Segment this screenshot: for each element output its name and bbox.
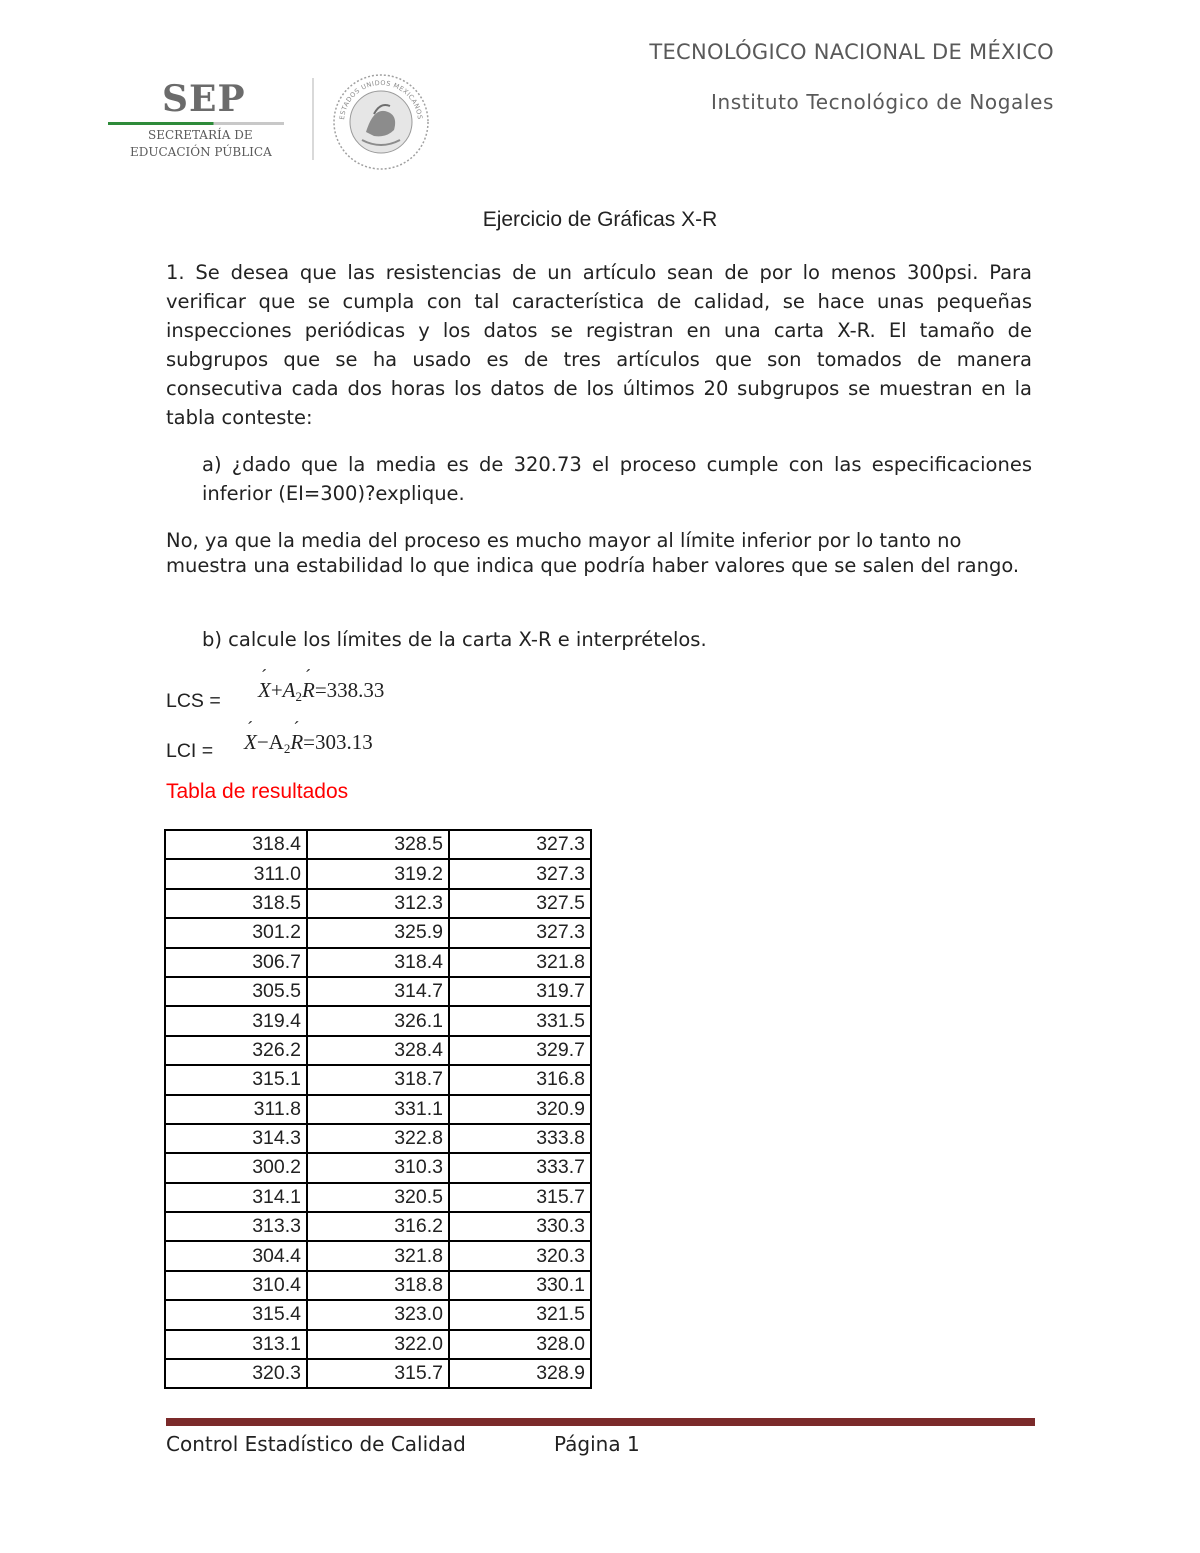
table-cell: 329.7 [449, 1036, 591, 1065]
table-row [165, 1095, 591, 1124]
table-row [165, 948, 591, 977]
table-cell: 321.8 [449, 948, 591, 977]
footer-rule [166, 1418, 1035, 1426]
answer-a: No, ya que la media del proceso es mucho mayor al límite inferior por lo tanto no muestra una estabilidad lo que indica que podría haber valores que se salen del rango. [166, 529, 1020, 577]
table-cell: 325.9 [307, 918, 449, 947]
table-cell: 313.3 [165, 1212, 307, 1241]
sep-logo-subtitle-2: EDUCACIÓN PÚBLICA [130, 145, 272, 159]
table-cell: 319.4 [165, 1006, 307, 1035]
table-row [165, 1271, 591, 1300]
x-bar-symbol: ´ X [258, 678, 271, 703]
table-cell: 328.0 [449, 1330, 591, 1359]
table-cell: 301.2 [165, 918, 307, 947]
seal-text: ESTADOS UNIDOS MEXICANOS [338, 78, 424, 121]
lcs-value: =338.33 [314, 678, 385, 702]
table-cell: 304.4 [165, 1241, 307, 1270]
table-row [165, 977, 591, 1006]
a-subscript: 2 [295, 689, 302, 704]
table-cell: 300.2 [165, 1153, 307, 1182]
plus-sign: + [270, 678, 283, 702]
table-cell: 316.2 [307, 1212, 449, 1241]
table-cell: 330.3 [449, 1212, 591, 1241]
table-cell: 327.5 [449, 889, 591, 918]
table-cell: 315.7 [307, 1359, 449, 1388]
table-cell: 327.3 [449, 918, 591, 947]
r-bar-symbol: ´ R [290, 730, 303, 755]
table-cell: 311.0 [165, 859, 307, 888]
table-cell: 311.8 [165, 1095, 307, 1124]
table-cell: 326.2 [165, 1036, 307, 1065]
table-row [165, 1212, 591, 1241]
table-cell: 331.1 [307, 1095, 449, 1124]
lci-formula [244, 730, 373, 757]
table-cell: 318.8 [307, 1271, 449, 1300]
table-cell: 312.3 [307, 889, 449, 918]
table-cell: 318.7 [307, 1065, 449, 1094]
table-row [165, 1006, 591, 1035]
x-bar-symbol: ´ X [244, 730, 257, 755]
sep-logo-subtitle-1: SECRETARÍA DE [148, 128, 253, 142]
table-row [165, 889, 591, 918]
table-cell: 310.3 [307, 1153, 449, 1182]
document-title: Ejercicio de Gráficas X-R [482, 208, 718, 231]
mexican-seal-icon [330, 72, 432, 172]
lci-label: LCI = [166, 740, 214, 762]
lci-value: =303.13 [303, 730, 373, 754]
a-subscript: 2 [283, 741, 291, 756]
table-cell: 328.5 [307, 830, 449, 859]
table-row [165, 859, 591, 888]
table-cell: 314.3 [165, 1124, 307, 1153]
table-cell: 319.7 [449, 977, 591, 1006]
problem-statement: 1. Se desea que las resistencias de un artículo sean de por lo menos 300psi. Para verificar que se cumpla con tal característica de calidad, se hace unas pequeñas inspecciones periódicas y los datos se registran en una carta X-R. El tamaño de subgrupos que se ha usado es de tres artículos que son tomados de manera consecutiva cada dos horas los datos de los últimos 20 subgrupos se muestran en la tabla conteste: [166, 261, 1032, 429]
table-cell: 333.8 [449, 1124, 591, 1153]
table-row [165, 1241, 591, 1270]
a-symbol: A [282, 678, 296, 702]
table-cell: 331.5 [449, 1006, 591, 1035]
table-cell: 328.4 [307, 1036, 449, 1065]
a-symbol: A [268, 730, 284, 754]
table-cell: 315.4 [165, 1300, 307, 1329]
table-cell: 313.1 [165, 1330, 307, 1359]
table-cell: 323.0 [307, 1300, 449, 1329]
table-cell: 328.9 [449, 1359, 591, 1388]
table-cell: 321.5 [449, 1300, 591, 1329]
table-cell: 327.3 [449, 830, 591, 859]
table-cell: 322.8 [307, 1124, 449, 1153]
table-row [165, 1065, 591, 1094]
table-cell: 319.2 [307, 859, 449, 888]
table-cell: 310.4 [165, 1271, 307, 1300]
table-row [165, 918, 591, 947]
table-cell: 327.3 [449, 859, 591, 888]
table-row [165, 1300, 591, 1329]
table-cell: 305.5 [165, 977, 307, 1006]
footer-course: Control Estadístico de Calidad [166, 1432, 466, 1456]
table-cell: 316.8 [449, 1065, 591, 1094]
table-cell: 326.1 [307, 1006, 449, 1035]
table-cell: 320.9 [449, 1095, 591, 1124]
campus-name: Instituto Tecnológico de Nogales [711, 90, 1054, 114]
question-a: a) ¿dado que la media es de 320.73 el proceso cumple con las especificaciones inferior (EI=300)?explique. [202, 453, 1032, 505]
lcs-formula [258, 678, 384, 705]
logo-divider [312, 78, 314, 160]
table-row [165, 1183, 591, 1212]
footer-page-number: Página 1 [554, 1432, 640, 1456]
table-cell: 333.7 [449, 1153, 591, 1182]
table-cell: 314.7 [307, 977, 449, 1006]
table-row [165, 1359, 591, 1388]
minus-sign: − [256, 730, 269, 754]
table-cell: 318.4 [165, 830, 307, 859]
institution-name: TECNOLÓGICO NACIONAL DE MÉXICO [649, 40, 1054, 64]
table-row [165, 1153, 591, 1182]
table-cell: 322.0 [307, 1330, 449, 1359]
table-cell: 318.5 [165, 889, 307, 918]
table-cell: 321.8 [307, 1241, 449, 1270]
results-title: Tabla de resultados [166, 780, 349, 803]
sep-logo-line [108, 122, 284, 125]
table-cell: 320.3 [165, 1359, 307, 1388]
table-row [165, 830, 591, 859]
table-row [165, 1036, 591, 1065]
table-row [165, 1330, 591, 1359]
r-bar-symbol: ´ R [302, 678, 315, 703]
table-cell: 330.1 [449, 1271, 591, 1300]
sep-logo [108, 78, 288, 168]
table-cell: 315.7 [449, 1183, 591, 1212]
table-cell: 306.7 [165, 948, 307, 977]
table-cell: 320.3 [449, 1241, 591, 1270]
lcs-label: LCS = [166, 690, 221, 712]
table-cell: 320.5 [307, 1183, 449, 1212]
table-row [165, 1124, 591, 1153]
table-cell: 318.4 [307, 948, 449, 977]
results-table [164, 829, 592, 1389]
table-cell: 315.1 [165, 1065, 307, 1094]
question-b: b) calcule los límites de la carta X-R e interprételos. [202, 628, 707, 651]
table-cell: 314.1 [165, 1183, 307, 1212]
sep-logo-word: SEP [162, 78, 246, 120]
